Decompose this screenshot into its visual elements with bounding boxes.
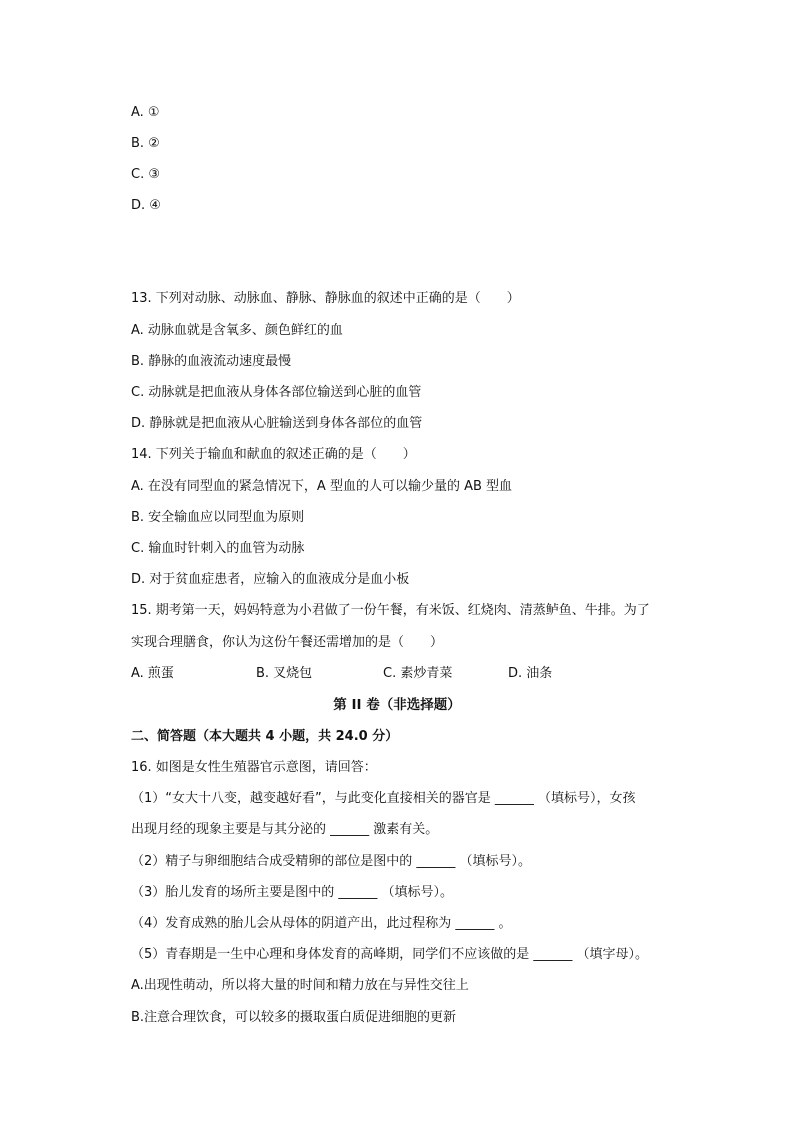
section-subtitle: 二、简答题（本大题共 4 小题，共 24.0 分） [131, 729, 399, 744]
q16-option-b: B.注意合理饮食，可以较多的摄取蛋白质促进细胞的更新 [131, 1010, 457, 1025]
q16-stem: 16. 如图是女性生殖器官示意图，请回答： [131, 760, 377, 775]
q12-option-c: C. ③ [131, 167, 160, 182]
q13-option-c: C. 动脉就是把血液从身体各部位输送到心脏的血管 [131, 385, 422, 400]
q13-option-a: A. 动脉血就是含氧多、颜色鲜红的血 [131, 323, 343, 338]
q15-option-d: D. 油条 [508, 666, 553, 681]
q12-option-a: A. ① [131, 105, 160, 120]
section-title: 第 II 卷（非选择题） [333, 697, 461, 713]
q16-part5: （5）青春期是一生中心理和身体发育的高峰期，同学们不应该做的是 ______ （填字母）。 [131, 947, 649, 962]
q16-part1-line1: （1）“女大十八变，越变越好看”，与此变化直接相关的器官是 ______ （填标号），女孩 [131, 791, 636, 806]
q15-stem-line2: 实现合理膳食，你认为这份午餐还需增加的是（ ） [131, 635, 444, 650]
q15-option-c: C. 素炒青菜 [383, 666, 453, 681]
q15-stem-line1: 15. 期考第一天，妈妈特意为小君做了一份午餐，有米饭、红烧肉、清蒸鲈鱼、牛排。为了 [131, 603, 650, 618]
q16-part1-line2: 出现月经的现象主要是与其分泌的 ______ 激素有关。 [131, 822, 439, 837]
q12-option-b: B. ② [131, 136, 160, 151]
q14-option-c: C. 输血时针刺入的血管为动脉 [131, 541, 305, 556]
q12-option-d: D. ④ [131, 198, 161, 213]
q15-options [131, 665, 691, 683]
q16-part4: （4）发育成熟的胎儿会从母体的阴道产出，此过程称为 ______ 。 [131, 916, 512, 931]
q16-option-a: A.出现性萌动，所以将大量的时间和精力放在与异性交往上 [131, 978, 469, 993]
q15-option-a: A. 煎蛋 [131, 666, 174, 681]
q16-part3: （3）胎儿发育的场所主要是图中的 ______ （填标号）。 [131, 885, 454, 900]
q15-option-b: B. 叉烧包 [256, 666, 313, 681]
q13-stem: 13. 下列对动脉、动脉血、静脉、静脉血的叙述中正确的是（ ） [131, 291, 520, 306]
q14-option-d: D. 对于贫血症患者，应输入的血液成分是血小板 [131, 572, 410, 587]
q16-part2: （2）精子与卵细胞结合成受精卵的部位是图中的 ______ （填标号）。 [131, 854, 532, 869]
q13-option-d: D. 静脉就是把血液从心脏输送到身体各部位的血管 [131, 416, 423, 431]
q14-option-b: B. 安全输血应以同型血为原则 [131, 510, 305, 525]
q14-stem: 14. 下列关于输血和献血的叙述正确的是（ ） [131, 447, 416, 462]
q14-option-a: A. 在没有同型血的紧急情况下，A 型血的人可以输少量的 AB 型血 [131, 479, 513, 494]
q13-option-b: B. 静脉的血液流动速度最慢 [131, 354, 292, 369]
